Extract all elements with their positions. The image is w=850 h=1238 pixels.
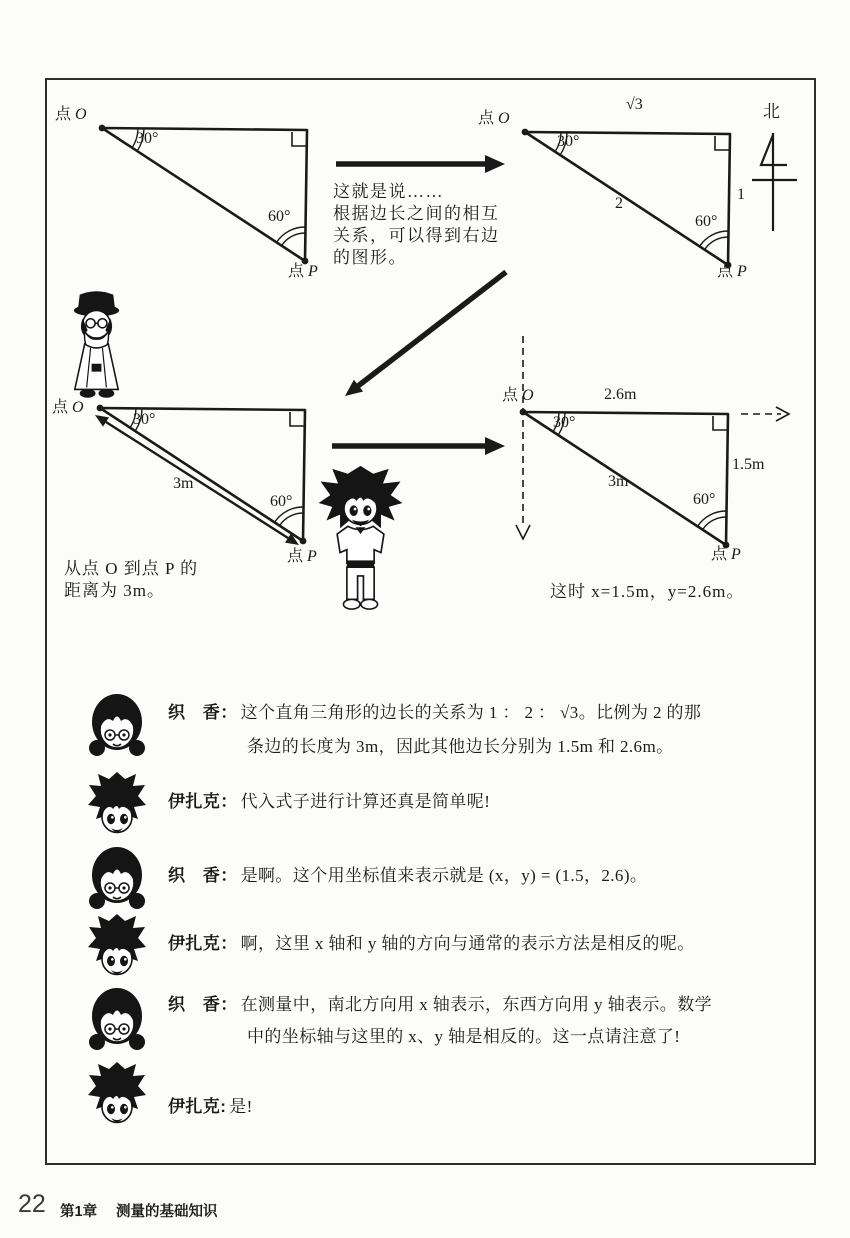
tl-angle-30: 30° [136, 130, 159, 147]
dialog-line: 织 香： 这个直角三角形的边长的关系为 1 ： 2 ： √3。比例为 2 的那 [168, 703, 702, 722]
bl-angle-60: 60° [270, 493, 293, 510]
north-arrow-icon [752, 133, 797, 231]
tr-angle-60: 60° [695, 213, 718, 230]
triangle-bottom-left [97, 405, 307, 545]
boy-avatar [88, 913, 146, 987]
bl-angle-30: 30° [133, 411, 156, 428]
bl-point-p-label: 点 P [287, 548, 317, 565]
br-point-o-label: 点 O [502, 387, 534, 404]
tr-point-o-label: 点 O [478, 110, 510, 127]
br-side-hyp: 3m [608, 473, 629, 490]
arrow-right-top [336, 155, 505, 173]
distance-measure-arrow [95, 415, 299, 545]
br-point-p-label: 点 P [711, 546, 741, 563]
br-side-right: 1.5m [732, 456, 765, 473]
tl-point-o-label: 点 O [55, 106, 87, 123]
tr-side-hyp: 2 [615, 195, 623, 212]
dialog-line: 条边的长度为 3m，因此其他边长分别为 1.5m 和 2.6m。 [247, 737, 674, 756]
bl-caption-line2: 距离为 3m。 [64, 581, 165, 600]
girl-avatar [88, 984, 146, 1058]
girl-avatar [88, 690, 146, 764]
tl-point-p-label: 点 P [288, 263, 318, 280]
br-side-top: 2.6m [604, 386, 637, 403]
bl-point-o-label: 点 O [52, 399, 84, 416]
dialog-line: 伊扎克： 啊，这里 x 轴和 y 轴的方向与通常的表示方法是相反的呢。 [168, 934, 695, 953]
triangle-top-right [522, 129, 732, 269]
arrow-right-bottom [332, 437, 505, 455]
tr-point-p-label: 点 P [717, 263, 747, 280]
boy-avatar [88, 771, 146, 845]
dialog-line: 中的坐标轴与这里的 x、y 轴是相反的。这一点请注意了! [247, 1027, 681, 1046]
explanation-text: 这就是说…… 根据边长之间的相互 关系，可以得到右边 的图形。 [333, 182, 500, 267]
dialog-line: 织 香： 是啊。这个用坐标值来表示就是 (x，y) = (1.5，2.6)。 [168, 866, 648, 885]
footer-title: 测量的基础知识 [116, 1204, 218, 1220]
north-label: 北 [763, 102, 780, 121]
footer-chapter: 第1章 [60, 1204, 98, 1220]
tr-side-top: √3 [626, 96, 643, 113]
girl-avatar [88, 843, 146, 917]
y-axis-dashed-arrow [741, 407, 789, 421]
br-angle-60: 60° [693, 491, 716, 508]
dialog-line: 伊扎克： 代入式子进行计算还真是简单呢! [168, 792, 491, 811]
bl-side-hyp: 3m [173, 475, 194, 492]
bl-caption-line1: 从点 O 到点 P 的 [64, 559, 199, 578]
triangle-top-left [99, 125, 309, 265]
boy-character [305, 462, 417, 614]
br-angle-30: 30° [553, 414, 576, 431]
arrow-diagonal-down-left [345, 272, 506, 396]
br-caption: 这时 x=1.5m，y=2.6m。 [550, 582, 745, 601]
dialog-line: 织 香： 在测量中，南北方向用 x 轴表示，东西方向用 y 轴表示。数学 [168, 995, 713, 1014]
tr-side-right: 1 [737, 186, 745, 203]
tl-angle-60: 60° [268, 208, 291, 225]
professor-character [60, 286, 134, 404]
tr-angle-30: 30° [557, 133, 580, 150]
x-axis-dashed-arrow [516, 336, 530, 539]
page-number: 22 [18, 1190, 46, 1218]
dialog-line: 伊扎克: 是! [168, 1097, 253, 1116]
boy-avatar [88, 1061, 146, 1135]
